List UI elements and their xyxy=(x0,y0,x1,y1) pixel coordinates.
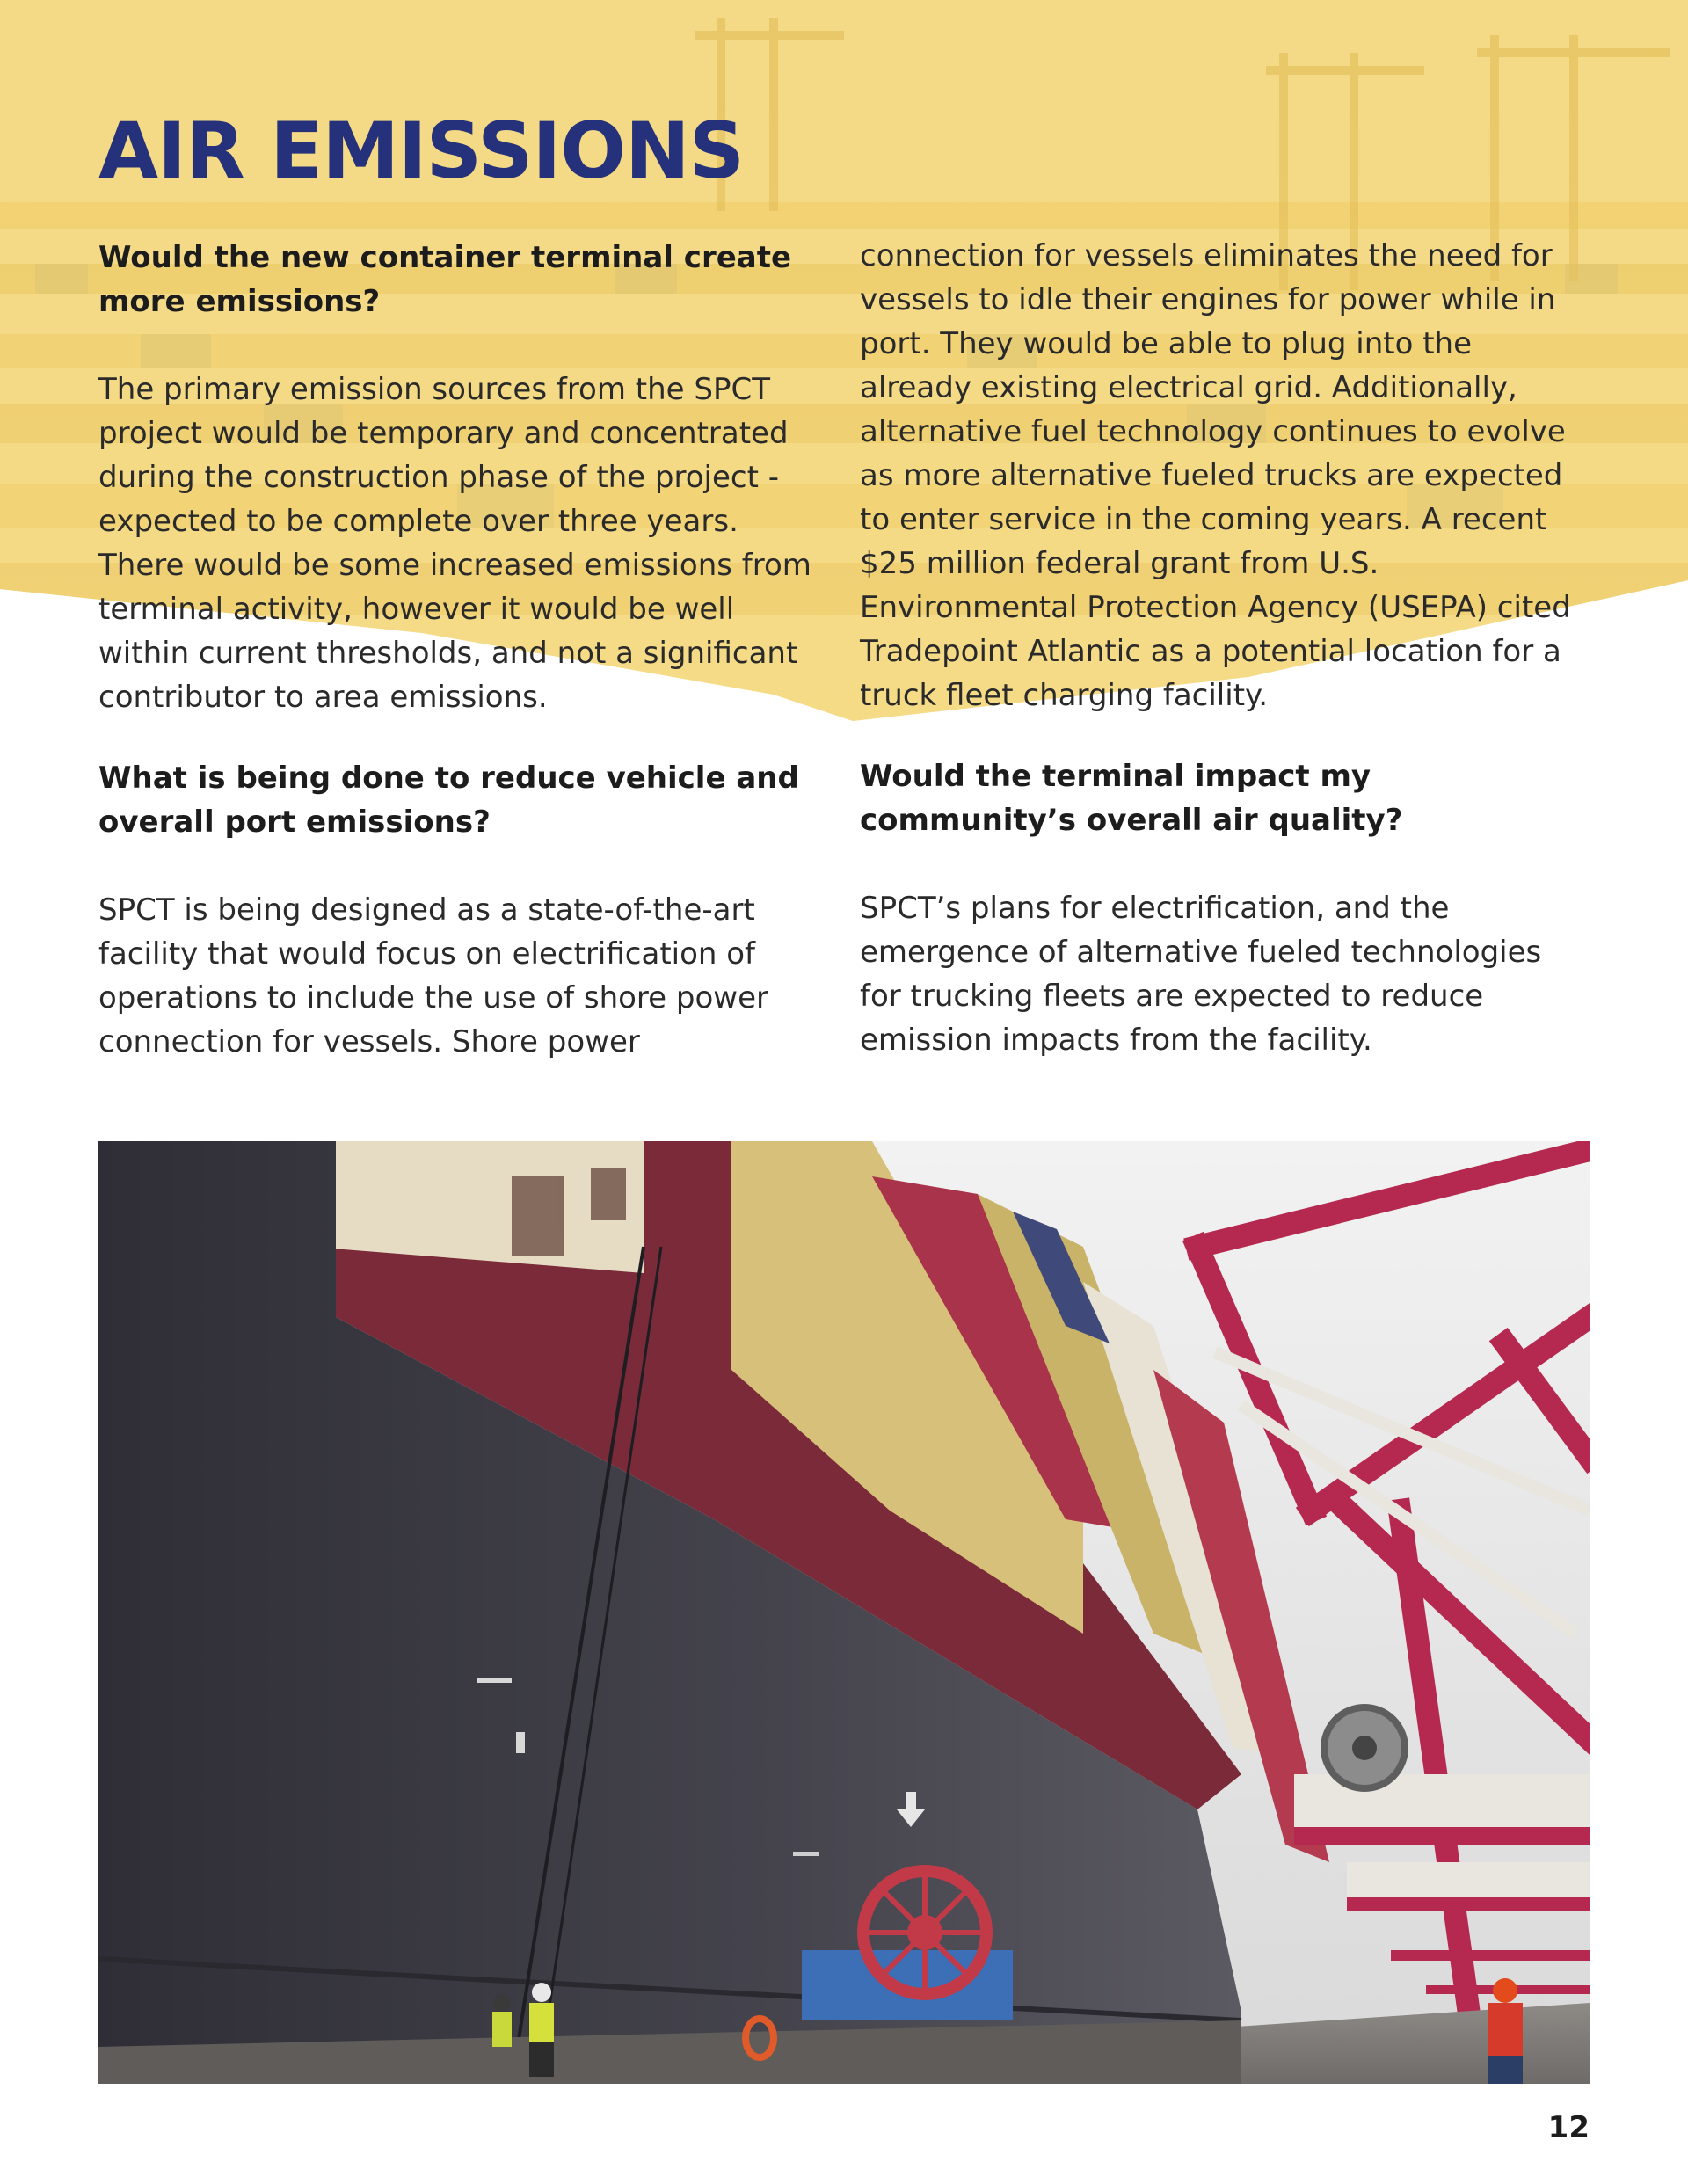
question-reduce-port-emissions: What is being done to reduce vehicle and overall port emissions? xyxy=(98,761,799,840)
container-ship-photo xyxy=(98,1141,1590,2084)
page-title: AIR EMISSIONS xyxy=(98,106,745,196)
answer-reduce-port-emissions: SPCT is being designed as a state-of-the-art facility that would focus on electrification of operations to include the use of shore power connection for vessels. Shore power xyxy=(98,892,768,1059)
left-column xyxy=(98,236,819,1064)
right-column xyxy=(860,234,1581,1062)
answer-new-terminal-emissions: The primary emission sources from the SPCT project would be temporary and concentrated during the construction phase of the project - expected to be complete over three years. There would be some increased emissions from terminal activity, however it would be well within current thresholds, and not a significant contributor to area emissions. xyxy=(98,372,811,715)
page-number: 12 xyxy=(1547,2110,1590,2145)
question-new-terminal-emissions: Would the new container terminal create more emissions? xyxy=(98,240,792,319)
question-community-air-quality: Would the terminal impact my community’s overall air quality? xyxy=(860,759,1403,838)
answer-community-air-quality: SPCT’s plans for electrification, and the emergence of alternative fueled technologies for trucking fleets are expected to reduce emission impacts from the facility. xyxy=(860,891,1542,1058)
answer-reduce-port-emissions-continued: connection for vessels eliminates the need for vessels to idle their engines for power while in port. They would be able to plug into the already existing electrical grid. Additionally, alternative fuel technology continues to evolve as more alternative fueled trucks are expected to enter service in the coming years. A recent $25 million federal grant from U.S. Environmental Protection Agency (USEPA) cited Tradepoint Atlantic as a potential location for a truck fleet charging facility. xyxy=(860,238,1571,713)
